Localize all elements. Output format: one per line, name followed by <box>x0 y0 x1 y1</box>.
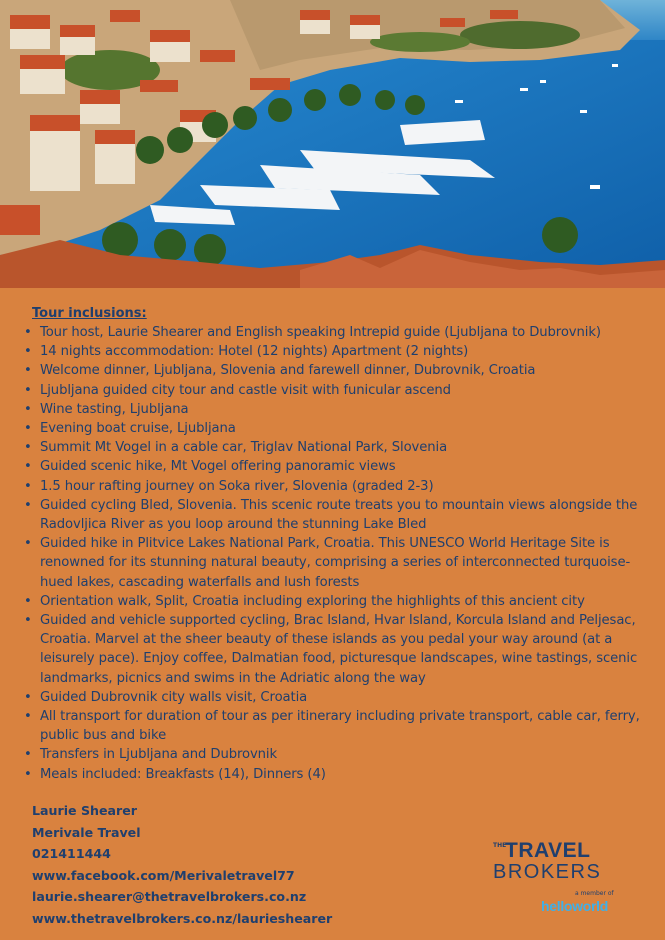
logo-travel-text: TRAVEL <box>505 839 591 862</box>
inclusion-item: • Ljubljana guided city tour and castle visit with funicular ascend <box>22 381 652 400</box>
inclusions-list <box>22 323 652 784</box>
contact-email-link[interactable]: laurie.shearer@thetravelbrokers.co.nz <box>32 889 307 904</box>
inclusions-heading: Tour inclusions: <box>32 306 147 321</box>
contact-block <box>32 800 332 929</box>
contact-facebook-link[interactable]: www.facebook.com/Merivaletravel77 <box>32 867 295 883</box>
inclusion-item: • Summit Mt Vogel in a cable car, Triglav National Park, Slovenia <box>22 438 652 457</box>
logo-brokers-text: BROKERS <box>493 861 602 883</box>
inclusion-item: • 1.5 hour rafting journey on Soka river, Slovenia (graded 2-3) <box>22 477 652 496</box>
inclusion-item: • Orientation walk, Split, Croatia including exploring the highlights of this ancient city <box>22 592 652 611</box>
harbour-photo <box>0 0 665 288</box>
inclusion-item: • Guided and vehicle supported cycling, Brac Island, Hvar Island, Korcula Island and Peljesac, Croatia. Marvel at the sheer beauty of these islands as you pedal your way around (at a leisurely pace). Enjoy coffee, Dalmatian food, picturesque landscapes, wine tastings, scenic landmarks, picnics and swims in the Adriatic along the way <box>22 611 652 688</box>
inclusion-item: • Transfers in Ljubljana and Dubrovnik <box>22 745 652 764</box>
inclusion-item: • Wine tasting, Ljubljana <box>22 400 652 419</box>
contact-website-link[interactable]: www.thetravelbrokers.co.nz/laurieshearer <box>32 910 333 926</box>
inclusion-item: • Meals included: Breakfasts (14), Dinners (4) <box>22 765 652 784</box>
inclusion-item: • Evening boat cruise, Ljubljana <box>22 419 652 438</box>
inclusion-item: • Guided scenic hike, Mt Vogel offering panoramic views <box>22 457 652 476</box>
inclusion-item: • 14 nights accommodation: Hotel (12 nights) Apartment (2 nights) <box>22 342 652 361</box>
inclusion-item: • Guided cycling Bled, Slovenia. This scenic route treats you to mountain views alongside the Radovljica River as you loop around the stunning Lake Bled <box>22 496 652 534</box>
contact-phone[interactable]: 021411444 <box>32 846 111 861</box>
inclusion-item: • Guided Dubrovnik city walls visit, Croatia <box>22 688 652 707</box>
inclusion-item: • All transport for duration of tour as per itinerary including private transport, cable car, ferry, public bus and bike <box>22 707 652 745</box>
contact-company: Merivale Travel <box>32 824 141 840</box>
logo-member-text: a member of <box>575 890 614 897</box>
inclusions-section <box>22 306 652 784</box>
helloworld-logo: helloworld <box>541 898 609 914</box>
logo-the-text: THE <box>493 842 507 849</box>
inclusion-item: • Tour host, Laurie Shearer and English speaking Intrepid guide (Ljubljana to Dubrovnik) <box>22 323 652 342</box>
contact-name: Laurie Shearer <box>32 803 137 818</box>
inclusion-item: • Welcome dinner, Ljubljana, Slovenia and farewell dinner, Dubrovnik, Croatia <box>22 361 652 380</box>
inclusion-item: • Guided hike in Plitvice Lakes National Park, Croatia. This UNESCO World Heritage Site is renowned for its stunning natural beauty, comprising a series of interconnected turquoise-hued lakes, cascading waterfalls and lush forests <box>22 534 652 592</box>
